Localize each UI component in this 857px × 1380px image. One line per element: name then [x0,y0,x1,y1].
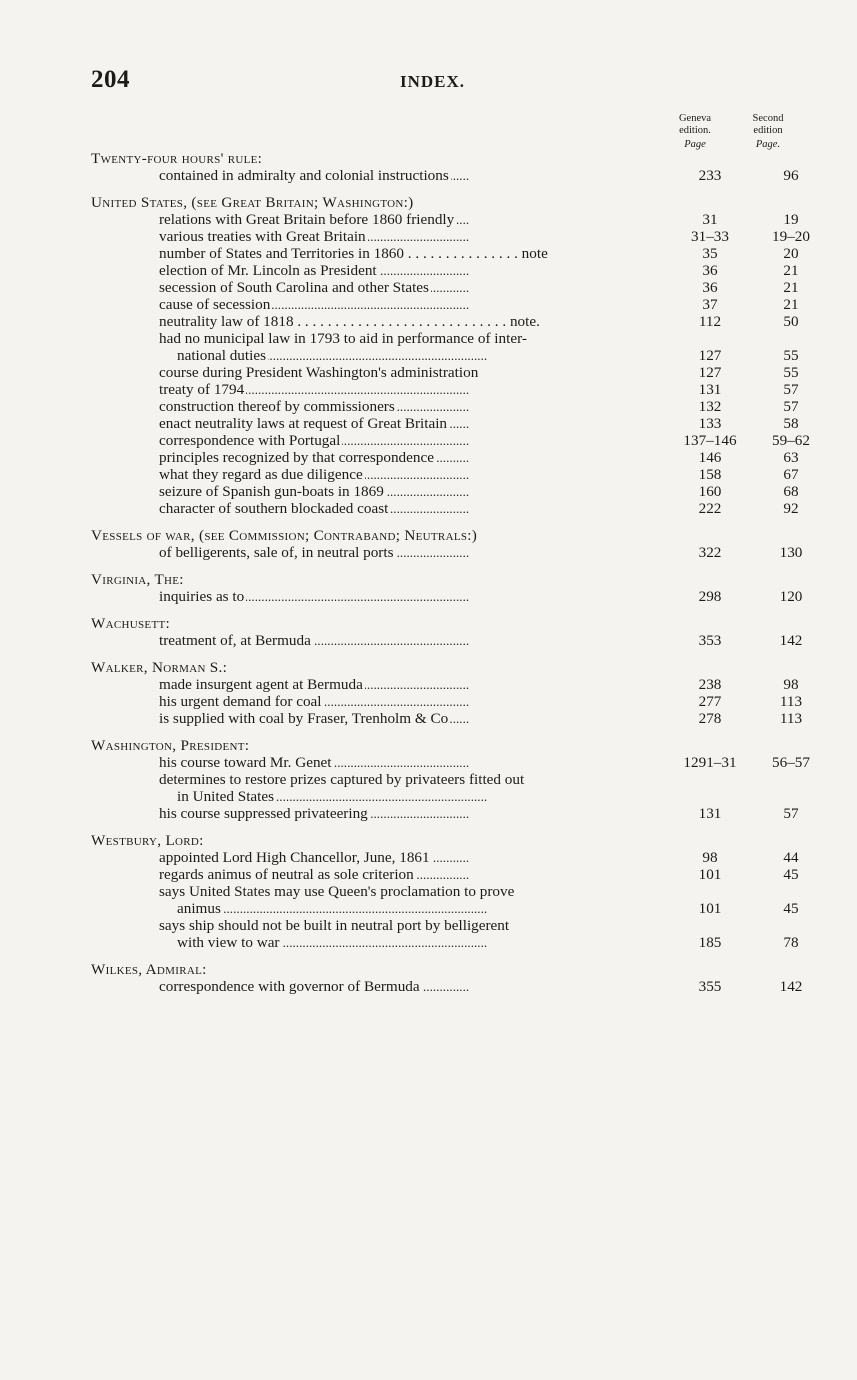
second-page-ref: 57 [783,805,799,822]
geneva-page-ref: 353 [698,632,722,649]
index-list [91,150,810,1005]
second-page-ref: 20 [783,245,799,262]
entry-heading: Walker, Norman S.: [91,659,228,676]
second-page-ref: 21 [783,279,799,296]
geneva-page-ref: 133 [698,415,722,432]
entry-heading: Vessels of war, (see Commission; Contraband; Neutrals:) [91,527,478,544]
index-entry [91,832,799,951]
entry-text: is supplied with coal by Fraser, Trenholm & Co [159,710,449,727]
entry-text: says ship should not be built in neutral port by belligerent [159,917,510,934]
entry-line [91,262,799,279]
entry-line [91,883,791,900]
entry-text: had no municipal law in 1793 to aid in performance of inter- [159,330,527,347]
entry-line [91,500,799,517]
geneva-page-ref: 127 [698,347,722,364]
entry-text: character of southern blockaded coast [159,500,389,517]
entry-text: national duties [177,347,266,364]
second-page-ref: 19 [783,211,799,228]
geneva-page-ref: 222 [698,500,722,517]
entry-text: number of States and Territories in 1860 . . . . . . . . . . . . . . . note [159,245,548,262]
geneva-page-ref: 132 [698,398,722,415]
entry-text: various treaties with Great Britain [159,228,366,245]
geneva-page-ref: 278 [698,710,722,727]
entry-text: regards animus of neutral as sole criterion [159,866,414,883]
geneva-page-ref: 37 [702,296,718,313]
entry-text: seizure of Spanish gun-boats in 1869 [159,483,384,500]
entry-text: cause of secession [159,296,271,313]
geneva-page-ref: 98 [702,849,718,866]
geneva-page-ref: 238 [698,676,722,693]
entry-line [91,788,791,805]
geneva-page-ref: 137–146 [683,432,737,449]
geneva-edition-column-header [665,113,725,151]
geneva-page-ref: 355 [698,978,722,995]
second-page-ref: 130 [779,544,803,561]
geneva-page-ref: 35 [702,245,718,262]
entry-line [91,330,791,347]
index-entry [91,571,803,605]
geneva-page-ref: 36 [702,279,718,296]
second-page-ref: 57 [783,381,799,398]
entry-line [91,900,799,917]
entry-text: what they regard as due diligence [159,466,363,483]
entry-text: correspondence with governor of Bermuda [159,978,420,995]
entry-text: with view to war [177,934,280,951]
entry-text: contained in admiralty and colonial instructions [159,167,449,184]
index-entry [91,194,810,517]
second-header-line-2: edition [753,125,783,136]
entry-line [91,866,799,883]
geneva-page-ref: 322 [698,544,722,561]
entry-text: says United States may use Queen's proclamation to prove [159,883,515,900]
entry-line [91,544,803,561]
entry-line [91,432,810,449]
entry-line [91,710,803,727]
geneva-page-ref: 146 [698,449,722,466]
second-page-ref: 120 [779,588,803,605]
entry-line [91,588,803,605]
entry-text: course during President Washington's administration [159,364,479,381]
entry-text: determines to restore prizes captured by privateers fitted out [159,771,525,788]
second-page-ref: 21 [783,296,799,313]
geneva-header-line-1: Geneva [678,113,712,124]
running-head: INDEX. [400,72,466,91]
entry-text: enact neutrality laws at request of Great Britain [159,415,448,432]
index-entry [91,737,810,822]
second-page-ref: 45 [783,900,799,917]
entry-line [91,167,799,184]
second-page-ref: 21 [783,262,799,279]
entry-line [91,364,799,381]
second-page-ref: 55 [783,347,799,364]
second-page-ref: 67 [783,466,799,483]
second-page-ref: 96 [783,167,799,184]
second-page-ref: 68 [783,483,799,500]
geneva-page-ref: 31–33 [691,228,729,245]
index-entry [91,961,803,995]
entry-line [91,754,810,771]
entry-line [91,449,799,466]
second-page-ref: 98 [783,676,799,693]
geneva-page-ref: 277 [698,693,722,710]
entry-line [91,245,799,262]
entry-line [91,313,799,330]
geneva-page-ref: 36 [702,262,718,279]
entry-heading: Westbury, Lord: [91,832,204,849]
second-page-ref: 55 [783,364,799,381]
second-page-ref: 57 [783,398,799,415]
entry-line [91,211,799,228]
geneva-page-ref: 233 [698,167,722,184]
second-page-ref: 45 [783,866,799,883]
second-page-ref: 78 [783,934,799,951]
second-page-label: Page. [755,139,781,150]
entry-line [91,771,791,788]
entry-heading: Virginia, The: [91,571,184,588]
geneva-page-ref: 101 [698,900,722,917]
geneva-page-ref: 31 [702,211,718,228]
entry-text: his course toward Mr. Genet [159,754,332,771]
second-edition-column-header [738,113,798,151]
entry-text: treaty of 1794 [159,381,245,398]
entry-line [91,347,799,364]
geneva-page-ref: 158 [698,466,722,483]
entry-text: correspondence with Portugal [159,432,341,449]
second-header-line-1: Second [752,113,784,124]
entry-line [91,398,799,415]
entry-text: in United States [177,788,275,805]
entry-line [91,466,799,483]
geneva-header-line-2: edition. [679,125,711,136]
entry-line [91,849,799,866]
entry-line [91,632,803,649]
second-page-ref: 50 [783,313,799,330]
entry-text: principles recognized by that correspondence [159,449,434,466]
entry-line [91,693,803,710]
entry-heading: Twenty-four hours' rule: [91,150,263,167]
index-entry [91,150,799,184]
geneva-page-ref: 101 [698,866,722,883]
second-page-ref: 92 [783,500,799,517]
second-page-ref: 63 [783,449,799,466]
second-page-ref: 44 [783,849,799,866]
entry-heading: United States, (see Great Britain; Washington:) [91,194,414,211]
geneva-page-ref: 127 [698,364,722,381]
entry-line [91,917,791,934]
index-entry [91,659,803,727]
entry-text: inquiries as to [159,588,245,605]
entry-text: made insurgent agent at Bermuda [159,676,363,693]
page-number: 204 [91,66,130,93]
index-entry [91,527,803,561]
index-entry [91,615,803,649]
geneva-page-label: Page [684,139,706,150]
entry-line [91,805,799,822]
geneva-page-ref: 185 [698,934,722,951]
second-page-ref: 113 [779,710,803,727]
second-page-ref: 56–57 [772,754,810,771]
geneva-page-ref: 131 [698,805,722,822]
entry-text: his urgent demand for coal [159,693,322,710]
second-page-ref: 142 [779,978,803,995]
entry-line [91,676,799,693]
entry-line [91,296,799,313]
geneva-page-ref: 131 [698,381,722,398]
entry-line [91,978,803,995]
entry-heading: Wilkes, Admiral: [91,961,207,978]
entry-line [91,483,799,500]
geneva-page-ref: 160 [698,483,722,500]
second-page-ref: 113 [779,693,803,710]
entry-text: appointed Lord High Chancellor, June, 1861 [159,849,430,866]
entry-text: of belligerents, sale of, in neutral ports [159,544,394,561]
entry-text: secession of South Carolina and other States [159,279,429,296]
entry-heading: Wachusett: [91,615,170,632]
entry-text: animus [177,900,221,917]
entry-text: relations with Great Britain before 1860 friendly [159,211,455,228]
entry-text: treatment of, at Bermuda [159,632,311,649]
geneva-page-ref: 1291–31 [683,754,737,771]
second-page-ref: 58 [783,415,799,432]
entry-text: construction thereof by commissioners [159,398,395,415]
second-page-ref: 142 [779,632,803,649]
entry-line [91,279,799,296]
geneva-page-ref: 298 [698,588,722,605]
entry-line [91,415,799,432]
geneva-page-ref: 112 [698,313,722,330]
second-page-ref: 59–62 [772,432,810,449]
entry-text: election of Mr. Lincoln as President [159,262,377,279]
entry-heading: Washington, President: [91,737,250,754]
entry-text: his course suppressed privateering [159,805,368,822]
entry-line [91,381,799,398]
entry-text: neutrality law of 1818 . . . . . . . . . . . . . . . . . . . . . . . . . . . . note. [159,313,540,330]
entry-line [91,228,810,245]
second-page-ref: 19–20 [772,228,810,245]
entry-line [91,934,799,951]
